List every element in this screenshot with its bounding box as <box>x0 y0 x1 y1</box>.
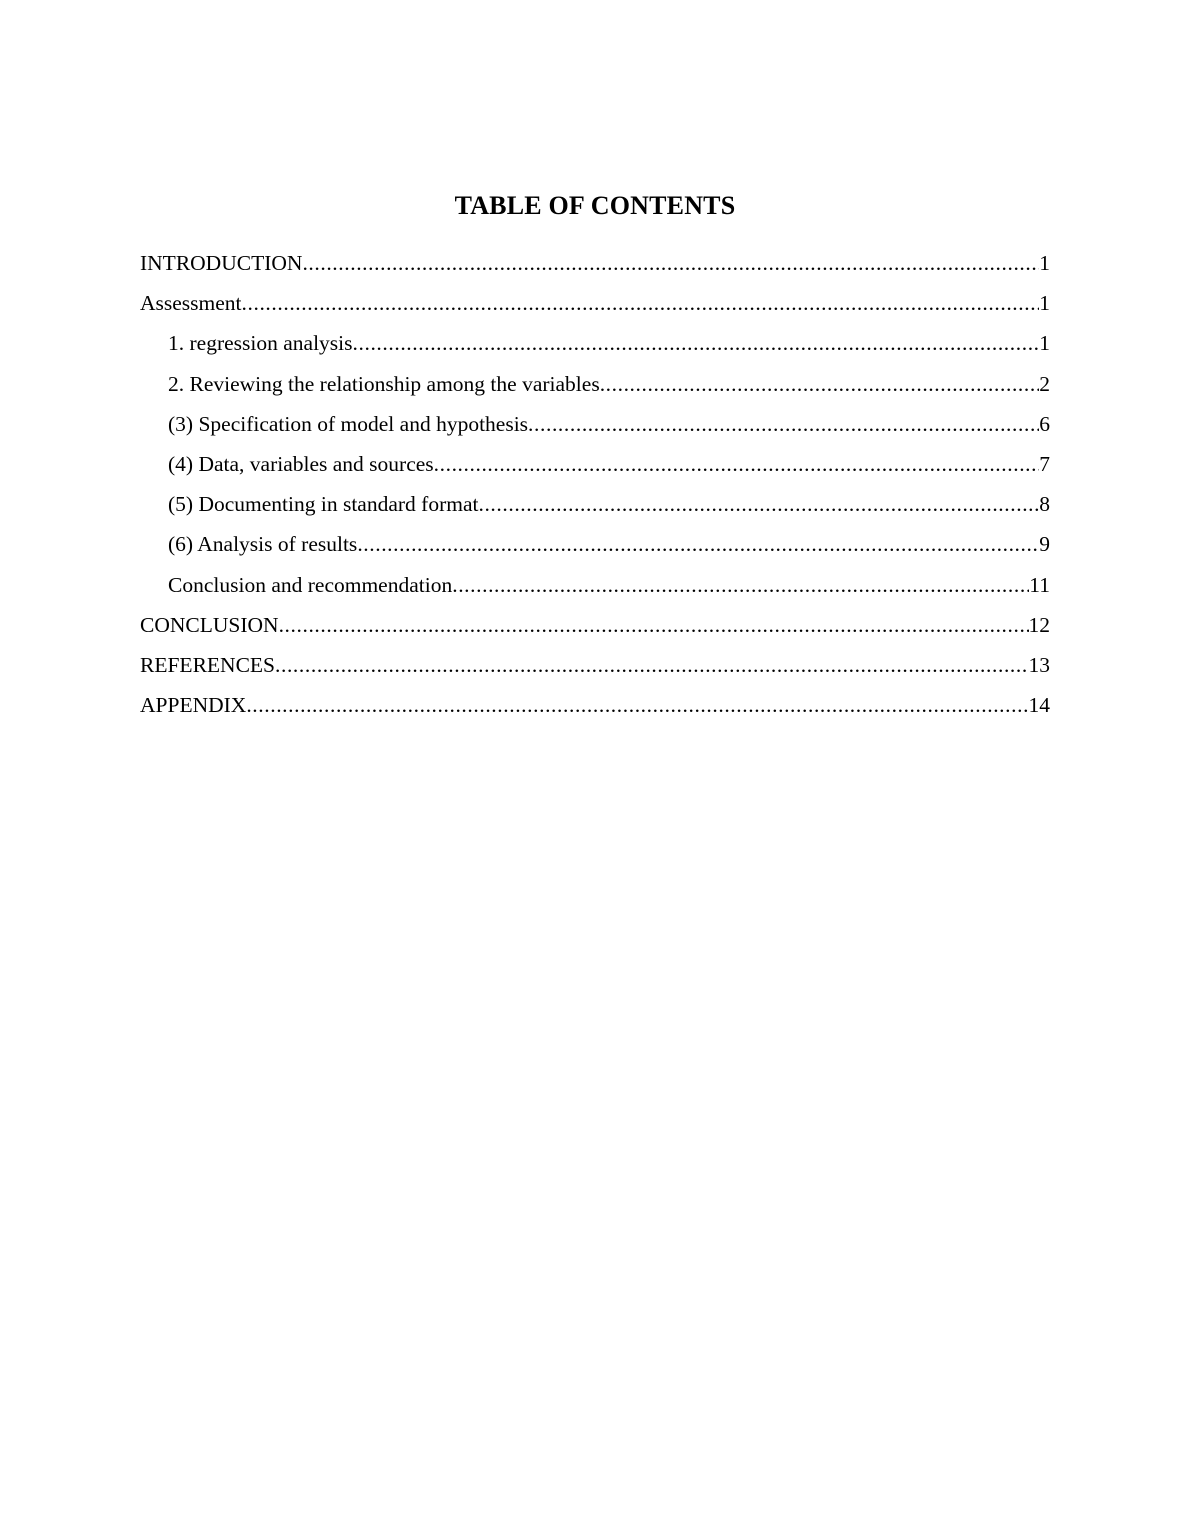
toc-page-number: 12 <box>1028 612 1050 637</box>
dot-leader <box>434 447 1040 481</box>
dot-leader <box>275 648 1029 682</box>
toc-entry-label: REFERENCES <box>140 652 275 677</box>
table-of-contents <box>140 246 1050 728</box>
dot-leader <box>246 688 1028 722</box>
toc-page-number: 1 <box>1039 291 1050 316</box>
dot-leader <box>452 568 1029 602</box>
toc-entry-appendix[interactable] <box>140 688 1050 728</box>
toc-entry-introduction[interactable] <box>140 246 1050 286</box>
toc-page-number: 6 <box>1039 411 1050 436</box>
toc-page-number: 2 <box>1039 371 1050 396</box>
dot-leader <box>478 487 1039 521</box>
toc-entry-conclusion-recommendation[interactable] <box>140 568 1050 608</box>
toc-page-number: 8 <box>1039 492 1050 517</box>
toc-page-number: 9 <box>1039 532 1050 557</box>
toc-entry-label: Assessment <box>140 291 242 316</box>
toc-page-number: 1 <box>1039 251 1050 275</box>
toc-entry-references[interactable] <box>140 648 1050 688</box>
toc-page-number: 11 <box>1029 572 1050 597</box>
toc-entry-relationship-variables[interactable] <box>140 367 1050 407</box>
dot-leader <box>302 246 1039 280</box>
dot-leader <box>357 527 1039 561</box>
toc-entry-label: Conclusion and recommendation <box>168 572 453 597</box>
toc-entry-documenting-format[interactable] <box>140 487 1050 527</box>
toc-entry-label: (4) Data, variables and sources <box>168 451 434 476</box>
dot-leader <box>242 286 1040 320</box>
toc-page-number: 14 <box>1028 693 1050 718</box>
toc-entry-label: (5) Documenting in standard format <box>168 492 479 517</box>
toc-entry-label: 1. regression analysis <box>168 331 353 356</box>
toc-entry-conclusion[interactable] <box>140 608 1050 648</box>
toc-entry-label: (6) Analysis of results <box>168 532 358 557</box>
toc-entry-assessment[interactable] <box>140 286 1050 326</box>
toc-entry-data-variables-sources[interactable] <box>140 447 1050 487</box>
toc-entry-label: INTRODUCTION <box>140 251 303 275</box>
toc-entry-model-specification[interactable] <box>140 407 1050 447</box>
toc-entry-label: (3) Specification of model and hypothesis <box>168 411 529 436</box>
dot-leader <box>279 608 1029 642</box>
toc-page-number: 1 <box>1039 331 1050 356</box>
dot-leader <box>600 367 1040 401</box>
toc-page-number: 13 <box>1028 652 1050 677</box>
dot-leader <box>528 407 1039 441</box>
toc-entry-label: CONCLUSION <box>140 612 279 637</box>
toc-entry-label: 2. Reviewing the relationship among the variables <box>168 371 600 396</box>
toc-entry-label: APPENDIX <box>140 693 247 718</box>
page-title: TABLE OF CONTENTS <box>454 191 736 220</box>
dot-leader <box>353 326 1040 360</box>
toc-page-number: 7 <box>1039 451 1050 476</box>
toc-entry-regression-analysis[interactable] <box>140 326 1050 366</box>
toc-entry-analysis-results[interactable] <box>140 527 1050 567</box>
